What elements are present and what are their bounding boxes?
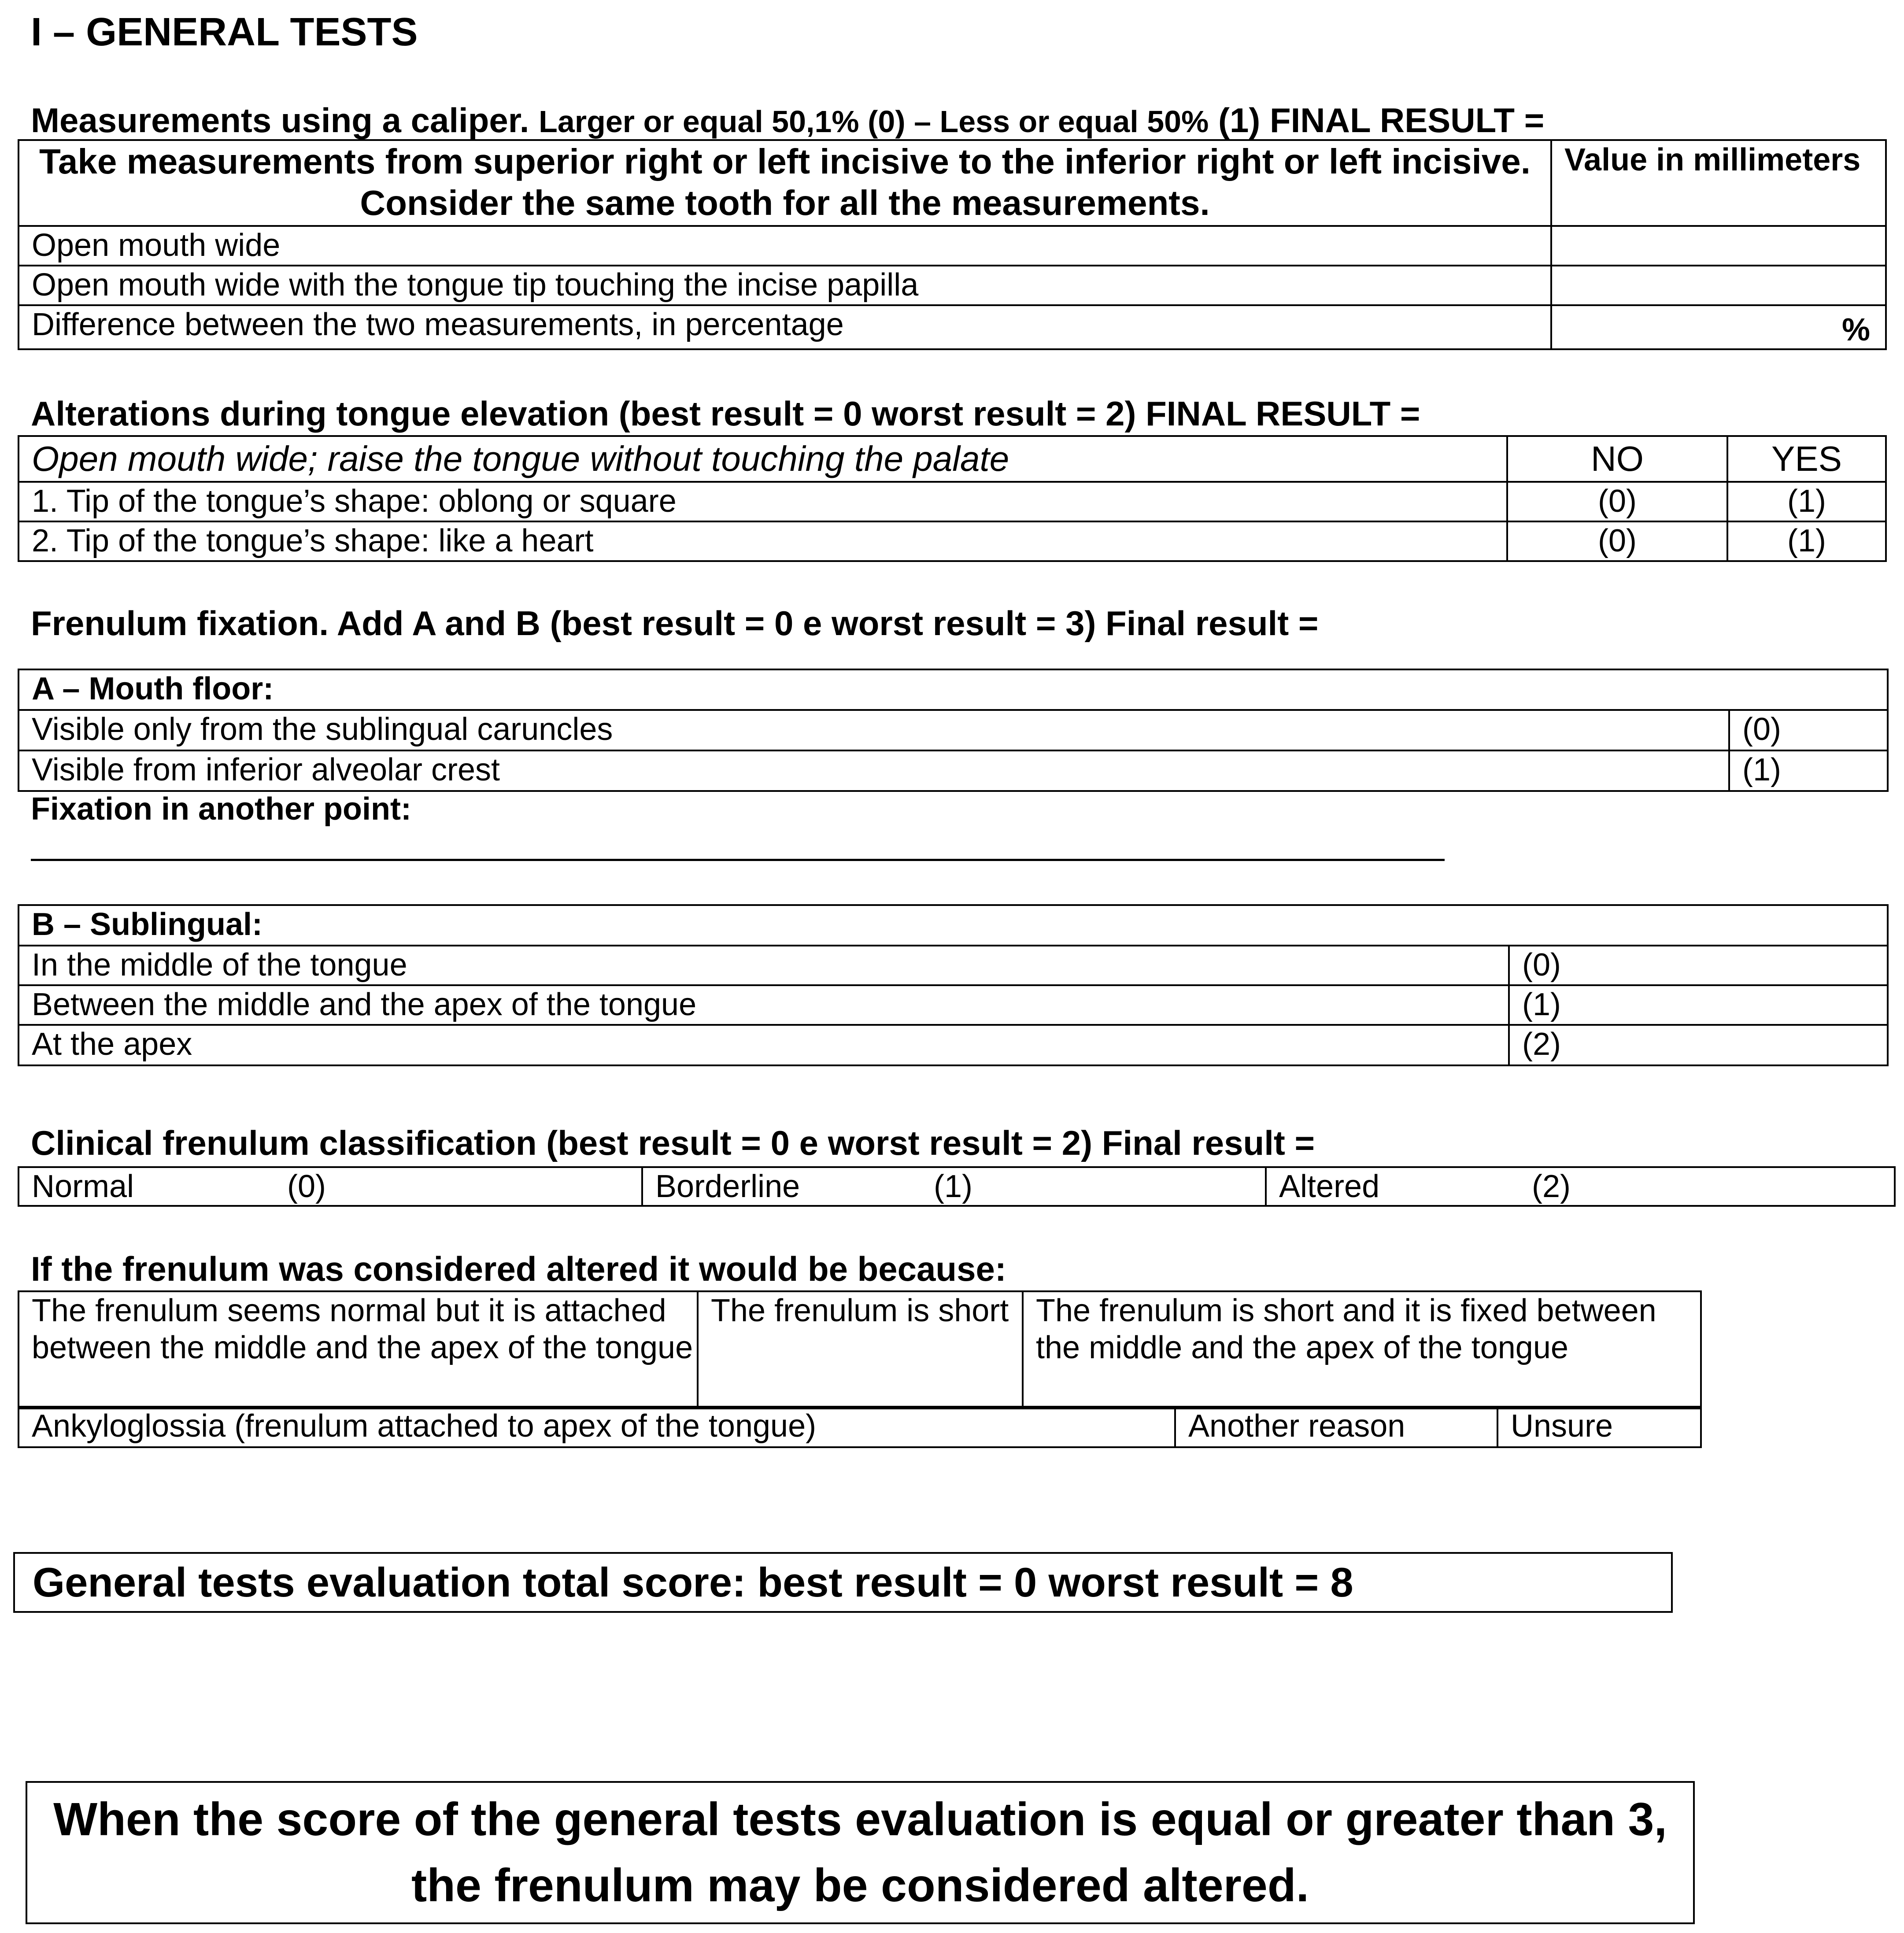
classification-borderline-option[interactable] xyxy=(642,1167,1266,1206)
sublingual-row-label: In the middle of the tongue xyxy=(18,946,1509,985)
classification-option-score: (0) xyxy=(287,1169,326,1204)
sublingual-header: B – Sublingual: xyxy=(18,905,1888,946)
elevation-yes-option[interactable]: (1) xyxy=(1727,482,1886,521)
mouth-floor-row-label: Visible only from the sublingual caruncles xyxy=(18,710,1729,750)
caliper-heading-tail: (1) FINAL RESULT = xyxy=(1218,101,1545,140)
yes-header: YES xyxy=(1727,436,1886,482)
caliper-instruction: Take measurements from superior right or left incisive to the inferior right or left incisive. Consider the same tooth for all the measurements. xyxy=(18,140,1551,226)
altered-reason-option[interactable]: Another reason xyxy=(1175,1407,1497,1447)
classification-altered-option[interactable] xyxy=(1266,1167,1895,1206)
sublingual-score-option[interactable]: (1) xyxy=(1509,985,1888,1025)
altered-reasons-table-top xyxy=(18,1290,1702,1409)
fixation-heading: Frenulum fixation. Add A and B (best result = 0 e worst result = 3) Final result = xyxy=(31,604,1319,643)
elevation-no-option[interactable]: (0) xyxy=(1507,521,1727,561)
caliper-row-label: Open mouth wide with the tongue tip touching the incise papilla xyxy=(18,266,1551,305)
altered-reason-option[interactable]: The frenulum is short and it is fixed between the middle and the apex of the tongue xyxy=(1023,1291,1701,1408)
classification-table xyxy=(18,1166,1896,1207)
mouth-floor-score-option[interactable]: (1) xyxy=(1729,750,1888,791)
caliper-row-label: Open mouth wide xyxy=(18,226,1551,266)
mouth-floor-row-label: Visible from inferior alveolar crest xyxy=(18,750,1729,791)
total-score-box: General tests evaluation total score: best result = 0 worst result = 8 xyxy=(13,1552,1673,1613)
classification-option-label: Altered xyxy=(1279,1169,1380,1204)
sublingual-table xyxy=(18,904,1889,1066)
caliper-row-label: Difference between the two measurements, in percentage xyxy=(18,305,1551,349)
classification-option-score: (2) xyxy=(1532,1169,1571,1204)
classification-option-score: (1) xyxy=(934,1169,972,1204)
altered-reason-option[interactable]: The frenulum seems normal but it is attached between the middle and the apex of the tongue xyxy=(18,1291,698,1408)
sublingual-score-option[interactable]: (0) xyxy=(1509,946,1888,985)
altered-reasons-table-bottom xyxy=(18,1406,1702,1448)
value-header: Value in millimeters xyxy=(1551,140,1886,226)
caliper-heading-bold: Measurements using a caliper. xyxy=(31,101,529,140)
caliper-heading-rule: Larger or equal 50,1% (0) – Less or equal 50% xyxy=(539,104,1209,139)
page-title: I – GENERAL TESTS xyxy=(31,10,418,54)
elevation-no-option[interactable]: (0) xyxy=(1507,482,1727,521)
altered-heading: If the frenulum was considered altered it would be because: xyxy=(31,1249,1006,1288)
altered-reason-option[interactable]: Ankyloglossia (frenulum attached to apex of the tongue) xyxy=(18,1407,1175,1447)
caliper-table xyxy=(18,139,1887,350)
percentage-value-input[interactable]: % xyxy=(1551,305,1886,349)
conclusion-box: When the score of the general tests evaluation is equal or greater than 3, the frenulum may be considered altered. xyxy=(26,1781,1695,1924)
mouth-floor-score-option[interactable]: (0) xyxy=(1729,710,1888,750)
no-header: NO xyxy=(1507,436,1727,482)
caliper-row-value-input[interactable] xyxy=(1551,266,1886,305)
mouth-floor-header: A – Mouth floor: xyxy=(18,669,1888,710)
classification-normal-option[interactable] xyxy=(18,1167,642,1206)
elevation-yes-option[interactable]: (1) xyxy=(1727,521,1886,561)
elevation-table xyxy=(18,435,1887,562)
fixation-other-point-label: Fixation in another point: xyxy=(31,791,411,827)
classification-heading: Clinical frenulum classification (best result = 0 e worst result = 2) Final result = xyxy=(31,1124,1315,1162)
caliper-row-value-input[interactable] xyxy=(1551,226,1886,266)
elevation-heading: Alterations during tongue elevation (best result = 0 worst result = 2) FINAL RESULT = xyxy=(31,394,1420,433)
sublingual-score-option[interactable]: (2) xyxy=(1509,1025,1888,1065)
mouth-floor-table xyxy=(18,669,1889,792)
altered-reason-option[interactable]: Unsure xyxy=(1497,1407,1701,1447)
elevation-instruction: Open mouth wide; raise the tongue without touching the palate xyxy=(18,436,1507,482)
classification-option-label: Borderline xyxy=(655,1169,800,1204)
classification-option-label: Normal xyxy=(32,1169,134,1204)
elevation-row-label: 1. Tip of the tongue’s shape: oblong or square xyxy=(18,482,1507,521)
elevation-row-label: 2. Tip of the tongue’s shape: like a heart xyxy=(18,521,1507,561)
fixation-other-point-line[interactable] xyxy=(31,859,1445,861)
altered-reason-option[interactable]: The frenulum is short xyxy=(698,1291,1023,1408)
sublingual-row-label: At the apex xyxy=(18,1025,1509,1065)
sublingual-row-label: Between the middle and the apex of the tongue xyxy=(18,985,1509,1025)
caliper-heading xyxy=(31,100,1544,140)
